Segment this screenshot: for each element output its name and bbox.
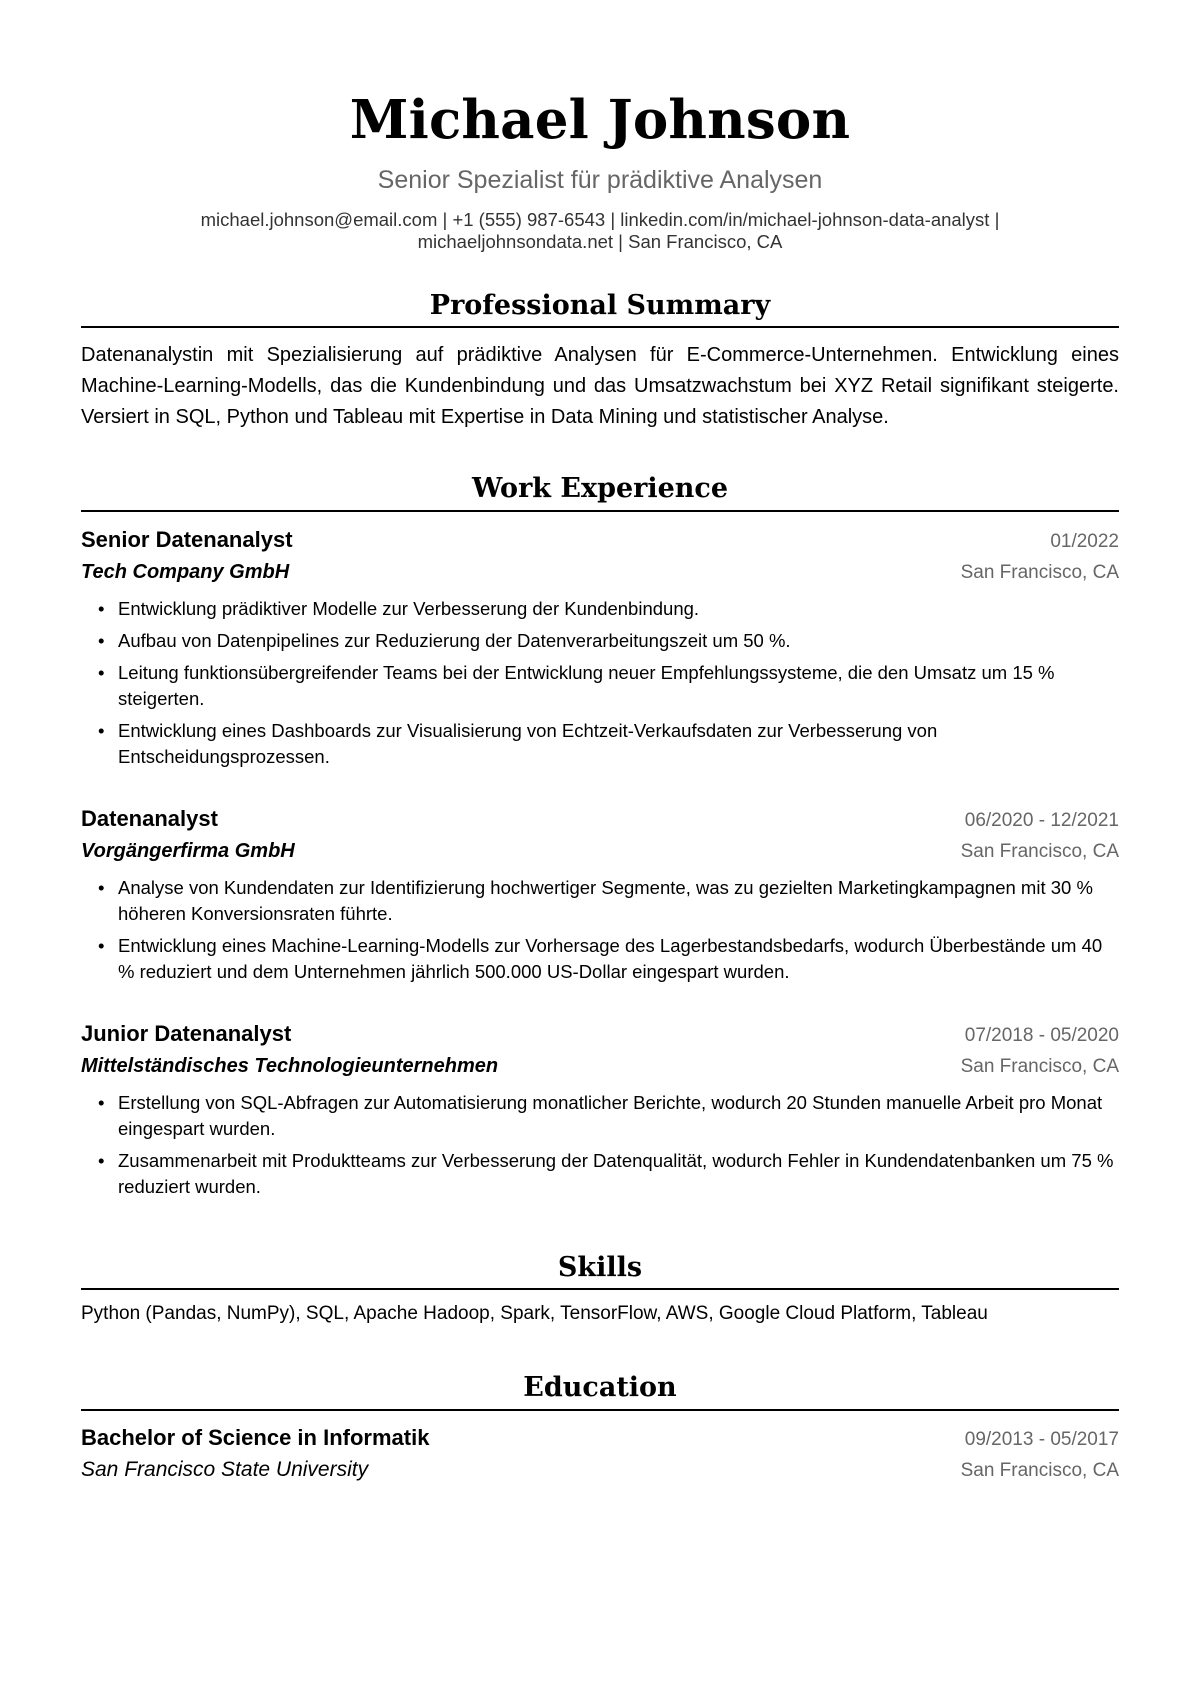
job-title: Senior Datenanalyst (81, 526, 293, 552)
job-location: San Francisco, CA (960, 840, 1119, 862)
job-bullet: • Entwicklung eines Machine-Learning-Modells zur Vorhersage des Lagerbestandsbedarfs, wodurch Überbestände um 40 % reduziert und dem Unternehmen jährlich 500.000 US-Dollar eingespart wurden. (118, 933, 1119, 985)
job-bullet: • Analyse von Kundendaten zur Identifizierung hochwertiger Segmente, was zu gezielten Marketingkampagnen mit 30 % höheren Konversionsraten führte. (118, 875, 1119, 927)
contact-line-2: michaeljohnsondata.net | San Francisco, CA (417, 231, 783, 252)
degree-title: Bachelor of Science in Informatik (81, 1424, 430, 1450)
job-bullets (81, 1090, 1119, 1200)
school-name: San Francisco State University (81, 1457, 369, 1481)
job-company: Vorgängerfirma GmbH (81, 839, 295, 862)
job-entry (81, 525, 1119, 770)
job-bullet: • Leitung funktionsübergreifender Teams bei der Entwicklung neuer Empfehlungssysteme, die den Umsatz um 15 % steigerten. (118, 660, 1119, 712)
skills-text: Python (Pandas, NumPy), SQL, Apache Hadoop, Spark, TensorFlow, AWS, Google Cloud Platform, Tableau (81, 1303, 988, 1325)
education-section (81, 1372, 1119, 1485)
job-bullet: • Aufbau von Datenpipelines zur Reduzierung der Datenverarbeitungszeit um 50 %. (118, 628, 1119, 654)
experience-heading: Work Experience (471, 473, 729, 505)
job-location: San Francisco, CA (960, 561, 1119, 583)
job-bullets (81, 596, 1119, 770)
job-bullet: • Zusammenarbeit mit Produktteams zur Verbesserung der Datenqualität, wodurch Fehler in Kundendatenbanken um 75 % reduziert wurden. (118, 1148, 1119, 1200)
job-date: 06/2020 - 12/2021 (964, 809, 1119, 831)
job-bullet: • Erstellung von SQL-Abfragen zur Automatisierung monatlicher Berichte, wodurch 20 Stunden manuelle Arbeit pro Monat eingespart wurden. (118, 1090, 1119, 1142)
candidate-name: Michael Johnson (349, 89, 851, 151)
job-title: Junior Datenanalyst (81, 1020, 292, 1046)
summary-section (81, 290, 1119, 433)
job-bullet: • Entwicklung prädiktiver Modelle zur Verbesserung der Kundenbindung. (118, 596, 1119, 622)
experience-section (81, 473, 1119, 1199)
skills-section (81, 1252, 1119, 1328)
job-entry (81, 804, 1119, 985)
contact-info (150, 209, 1050, 253)
job-company: Tech Company GmbH (81, 560, 290, 583)
education-location: San Francisco, CA (960, 1459, 1119, 1481)
job-bullets (81, 875, 1119, 985)
skills-heading: Skills (557, 1251, 643, 1283)
job-company: Mittelständisches Technologieunternehmen (81, 1054, 499, 1077)
candidate-title: Senior Spezialist für prädiktive Analysen (377, 166, 823, 194)
job-title: Datenanalyst (81, 805, 218, 831)
job-date: 07/2018 - 05/2020 (964, 1024, 1119, 1046)
summary-text: Datenanalystin mit Spezialisierung auf prädiktive Analysen für E-Commerce-Unternehmen. Entwicklung eines Machine-Learning-Modells, das die Kundenbindung und das Umsatzwachstum bei XYZ Retail signifikant steigerte. Versiert in SQL, Python und Tableau mit Expertise in Data Mining und statistischer Analyse. (81, 344, 1119, 429)
experience-divider (81, 510, 1119, 512)
job-entry (81, 1019, 1119, 1200)
job-date: 01/2022 (1050, 530, 1119, 552)
resume-page (81, 0, 1119, 1486)
education-heading: Education (523, 1372, 677, 1404)
education-divider (81, 1409, 1119, 1411)
summary-divider (81, 326, 1119, 328)
education-date: 09/2013 - 05/2017 (964, 1428, 1119, 1450)
skills-divider (81, 1288, 1119, 1290)
summary-heading: Professional Summary (429, 290, 771, 321)
job-location: San Francisco, CA (960, 1055, 1119, 1077)
job-bullet: • Entwicklung eines Dashboards zur Visualisierung von Echtzeit-Verkaufsdaten zur Verbesserung von Entscheidungsprozessen. (118, 718, 1119, 770)
contact-line-1: michael.johnson@email.com | +1 (555) 987-6543 | linkedin.com/in/michael-johnson-data-analyst | (200, 209, 1000, 230)
